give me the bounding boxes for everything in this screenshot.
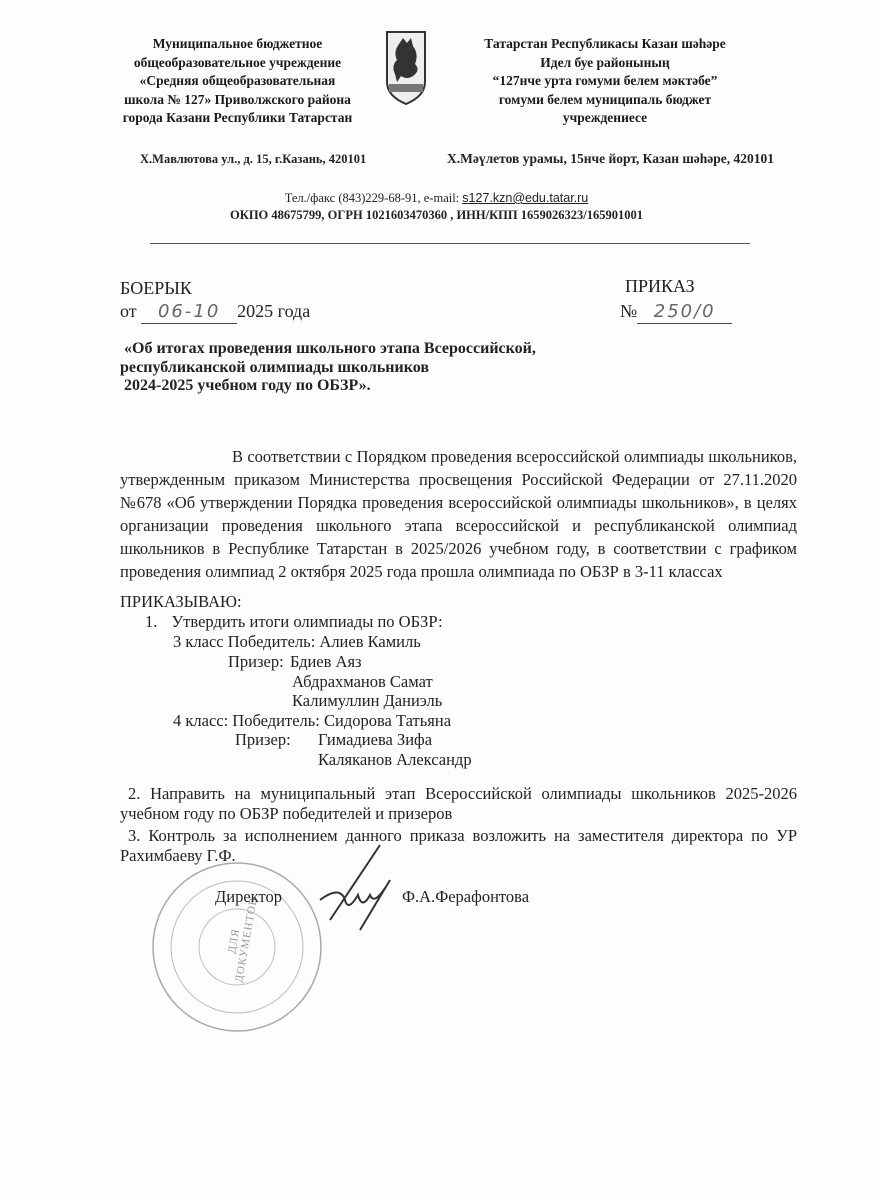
number-prefix: № [620, 301, 638, 321]
title-line: «Об итогах проведения школьного этапа Всероссийской, [124, 340, 536, 357]
org-line: «Средняя общеобразовательная [139, 73, 336, 88]
org-line: Татарстан Республикасы Казан шәһәре [484, 36, 726, 51]
title-line: республиканской олимпиады школьников [120, 358, 429, 376]
org-line: общеобразовательное учреждение [133, 54, 342, 70]
grade3-prize-2: Абдрахманов Самат [292, 672, 433, 691]
date-handwritten: 06-10 [141, 300, 237, 324]
preamble-paragraph: В соответствии с Порядком проведения всероссийской олимпиады школьников, утвержденным приказом Министерства просвещения Российской Федерации от 27.11.2020 №678 «Об утверждении Порядка проведения всероссийской олимпиады школьников», в целях организации проведения школьного этапа всероссийской и республиканской олимпиад школьников в Республике Татарстан в 2025/2026 учебном году, в соответствии с графиком проведения олимпиад 2 октября 2025 года прошла олимпиада по ОБЗР в 3-11 классах [120, 447, 797, 581]
org-line: города Казани Республики Татарстан [122, 110, 353, 125]
school-name-tatar [470, 35, 740, 128]
item-2: 2. Направить на муниципальный этап Всероссийской олимпиады школьников 2025-2026 учебном году по ОБЗР победителей и призеров [120, 784, 797, 823]
org-line: “127нче урта гомуми белем мәктәбе” [492, 73, 718, 88]
grade3-prize-3: Калимуллин Даниэль [292, 691, 443, 710]
order-title [120, 340, 536, 396]
registration-codes: ОКПО 48675799, ОГРН 1021603470360 , ИНН/КПП 1659026323/165901001 [230, 208, 643, 222]
org-line: гомуми белем муниципаль бюджет [498, 91, 712, 107]
item-number: 1. [145, 612, 158, 631]
kazan-coat-of-arms-icon [385, 30, 427, 106]
order-word: ПРИКАЗЫВАЮ: [120, 592, 242, 611]
doc-date [120, 300, 310, 324]
address-tatar: Х.Мәүлетов урамы, 15нче йорт, Казан шәһәре, 420101 [447, 151, 775, 166]
contacts-line [0, 191, 873, 206]
handwritten-signature [300, 840, 400, 940]
grade3-prize-label: Призер: [228, 652, 284, 671]
grade3-prize-1: Бдиев Аяз [290, 652, 362, 671]
doc-type-russian: ПРИКАЗ [625, 276, 695, 296]
school-name-russian [100, 35, 375, 128]
date-suffix: 2025 года [237, 301, 311, 321]
org-line: школа № 127» Приволжского района [124, 91, 351, 107]
title-line: 2024-2025 учебном году по ОБЗР». [120, 377, 371, 394]
date-prefix: от [120, 301, 137, 321]
grade4-winner: 4 класс: Победитель: Сидорова Татьяна [173, 711, 452, 730]
email-link[interactable]: s127.kzn@edu.tatar.ru [462, 191, 589, 205]
phone-text: Тел./факс (843)229-68-91, e-mail: [284, 191, 463, 205]
header-divider [150, 243, 750, 244]
signature-role: Директор [215, 887, 282, 906]
director-name: Ф.А.Ферафонтова [402, 887, 530, 906]
number-handwritten: 250/0 [637, 300, 732, 324]
grade4-prize-1: Гимадиева Зифа [318, 730, 433, 749]
grade3-winner: 3 класс Победитель: Алиев Камиль [173, 632, 421, 651]
grade4-prize-2: Каляканов Александр [318, 750, 472, 769]
stamp-text: ДЛЯ ДОКУМЕНТОВ [225, 896, 260, 984]
org-line: учреждениесе [562, 110, 648, 125]
org-line: Муниципальное бюджетное [152, 36, 323, 51]
org-line: Идел буе районының [540, 54, 670, 70]
grade4-prize-label: Призер: [235, 730, 291, 749]
item-text: Утвердить итоги олимпиады по ОБЗР: [171, 612, 443, 631]
doc-number [620, 300, 732, 324]
address-russian: Х.Мавлютова ул., д. 15, г.Казань, 420101 [140, 152, 367, 166]
item-3: 3. Контроль за исполнением данного приказа возложить на заместителя директора по УР Рахимбаеву Г.Ф. [120, 826, 797, 865]
doc-type-tatar: БОЕРЫК [120, 278, 192, 298]
